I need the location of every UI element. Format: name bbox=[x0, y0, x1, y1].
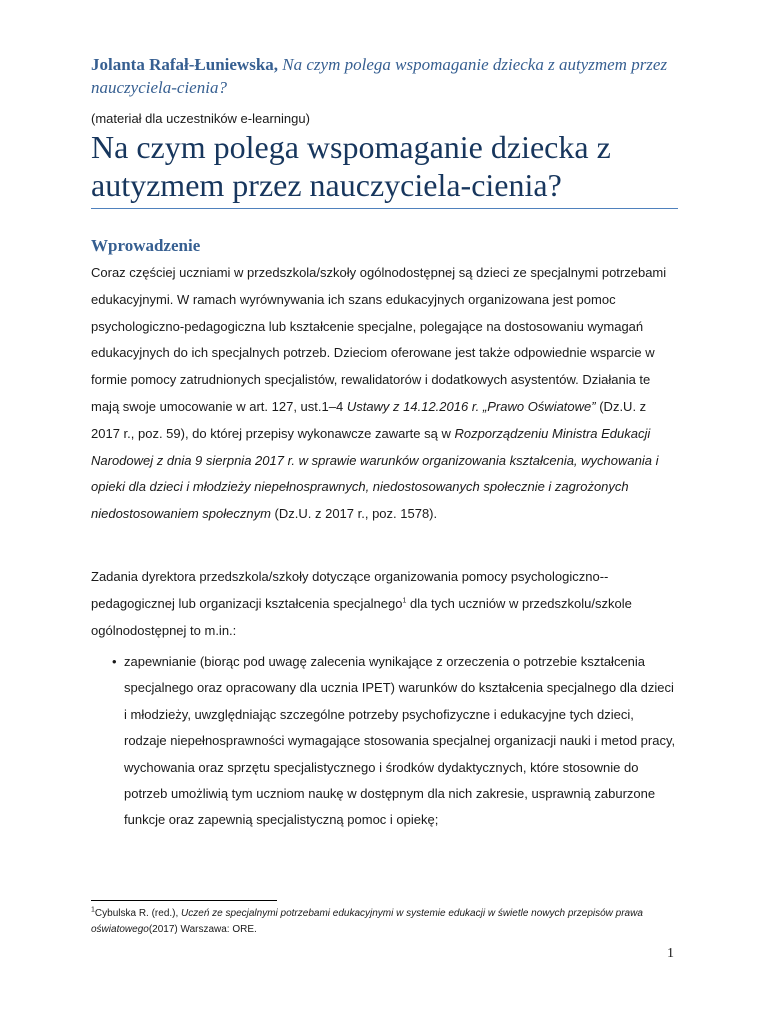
title-underline bbox=[91, 208, 678, 209]
footnote-number: 1 bbox=[91, 906, 95, 914]
law-citation: Ustawy z 14.12.2016 r. „Prawo Oświatowe” bbox=[346, 398, 596, 414]
material-note: (materiał dla uczestników e-learningu) bbox=[91, 111, 310, 126]
paragraph-text: (Dz.U. z 2017 r., poz. 1578). bbox=[270, 506, 438, 522]
paragraph-introduction bbox=[91, 260, 676, 528]
footnote-publication: (2017) Warszawa: ORE. bbox=[148, 924, 257, 935]
footnote-title: Uczeń ze specjalnymi potrzebami edukacyjnymi w systemie edukacji w świetle nowych przepisów prawa oświatowego bbox=[91, 908, 643, 935]
paragraph-director-tasks bbox=[91, 564, 676, 644]
regulation-citation: Rozporządzeniu Ministra Edukacji Narodowej z dnia 9 sierpnia 2017 r. w sprawie warunków organizowania kształcenia, wychowania i opieki dla dzieci i młodzieży niepełnosprawnych, niedostosowanych społecznie i zagrożonych niedostosowaniem społecznym bbox=[91, 425, 659, 522]
bullet-list bbox=[91, 649, 676, 834]
section-heading: Wprowadzenie bbox=[91, 236, 201, 255]
bullet-text: zapewnianie (biorąc pod uwagę zalecenia wynikające z orzeczenia o potrzebie kształcenia specjalnego oraz opracowany dla ucznia IPET) warunków do kształcenia specjalnego dla dzieci i młodzieży, uwzględniając szczególne potrzeby psychofizyczne i edukacyjne tych dzieci, rodzaje niepełnosprawności wymagające stosowania specjalnej organizacji nauki i metod pracy, wychowania oraz sprzętu specjalistycznego i środków dydaktycznych, które stosownie do potrzeb umożliwią tym uczniom naukę w dostępnym dla nich zakresie, usprawnią zaburzone funkcje oraz zapewnią specjalistyczną pomoc i opiekę; bbox=[124, 654, 676, 828]
header-title: Na czym polega wspomaganie dziecka z autyzmem przez nauczyciela-cienia? bbox=[91, 55, 668, 97]
footnote-separator bbox=[91, 900, 277, 901]
bullet-marker: • bbox=[112, 654, 117, 669]
footnote-author: Cybulska R. (red.), bbox=[94, 908, 182, 919]
document-title: Na czym polega wspomaganie dziecka z autyzmem przez nauczyciela-cienia? bbox=[91, 129, 611, 203]
page-number: 1 bbox=[667, 946, 674, 961]
header-author: Jolanta Rafał-Łuniewska, bbox=[91, 55, 279, 74]
running-header bbox=[91, 53, 691, 99]
paragraph-text: dla tych uczniów w przedszkolu/szkole ogólnodostępnej to m.in.: bbox=[91, 595, 632, 638]
footnote bbox=[91, 906, 676, 938]
paragraph-text: Zadania dyrektora przedszkola/szkoły dotyczące organizowania pomocy psychologiczno--pedagogicznej lub organizacji kształcenia specjalnego bbox=[91, 569, 609, 611]
paragraph-text: (Dz.U. z 2017 r., poz. 59), do której przepisy wykonawcze zawarte są w bbox=[91, 398, 647, 441]
bullet-item bbox=[91, 649, 676, 834]
paragraph-text: Coraz częściej uczniami w przedszkola/szkoły ogólnodostępnej są dzieci ze specjalnymi potrzebami edukacyjnymi. W ramach wyrównywania ich szans edukacyjnych organizowana jest pomoc psychologiczno-pedagogiczna lub kształcenie specjalne, polegające na dostosowaniu wymagań edukacyjnych do ich specjalnych potrzeb. Dzieciom oferowane jest także odpowiednie wsparcie w formie pomocy zatrudnionych specjalistów, rewalidatorów i dodatkowych asystentów. Działania te mają swoje umocowanie w art. 127, ust.1–4 bbox=[91, 265, 667, 414]
footnote-reference[interactable]: 1 bbox=[402, 597, 407, 605]
